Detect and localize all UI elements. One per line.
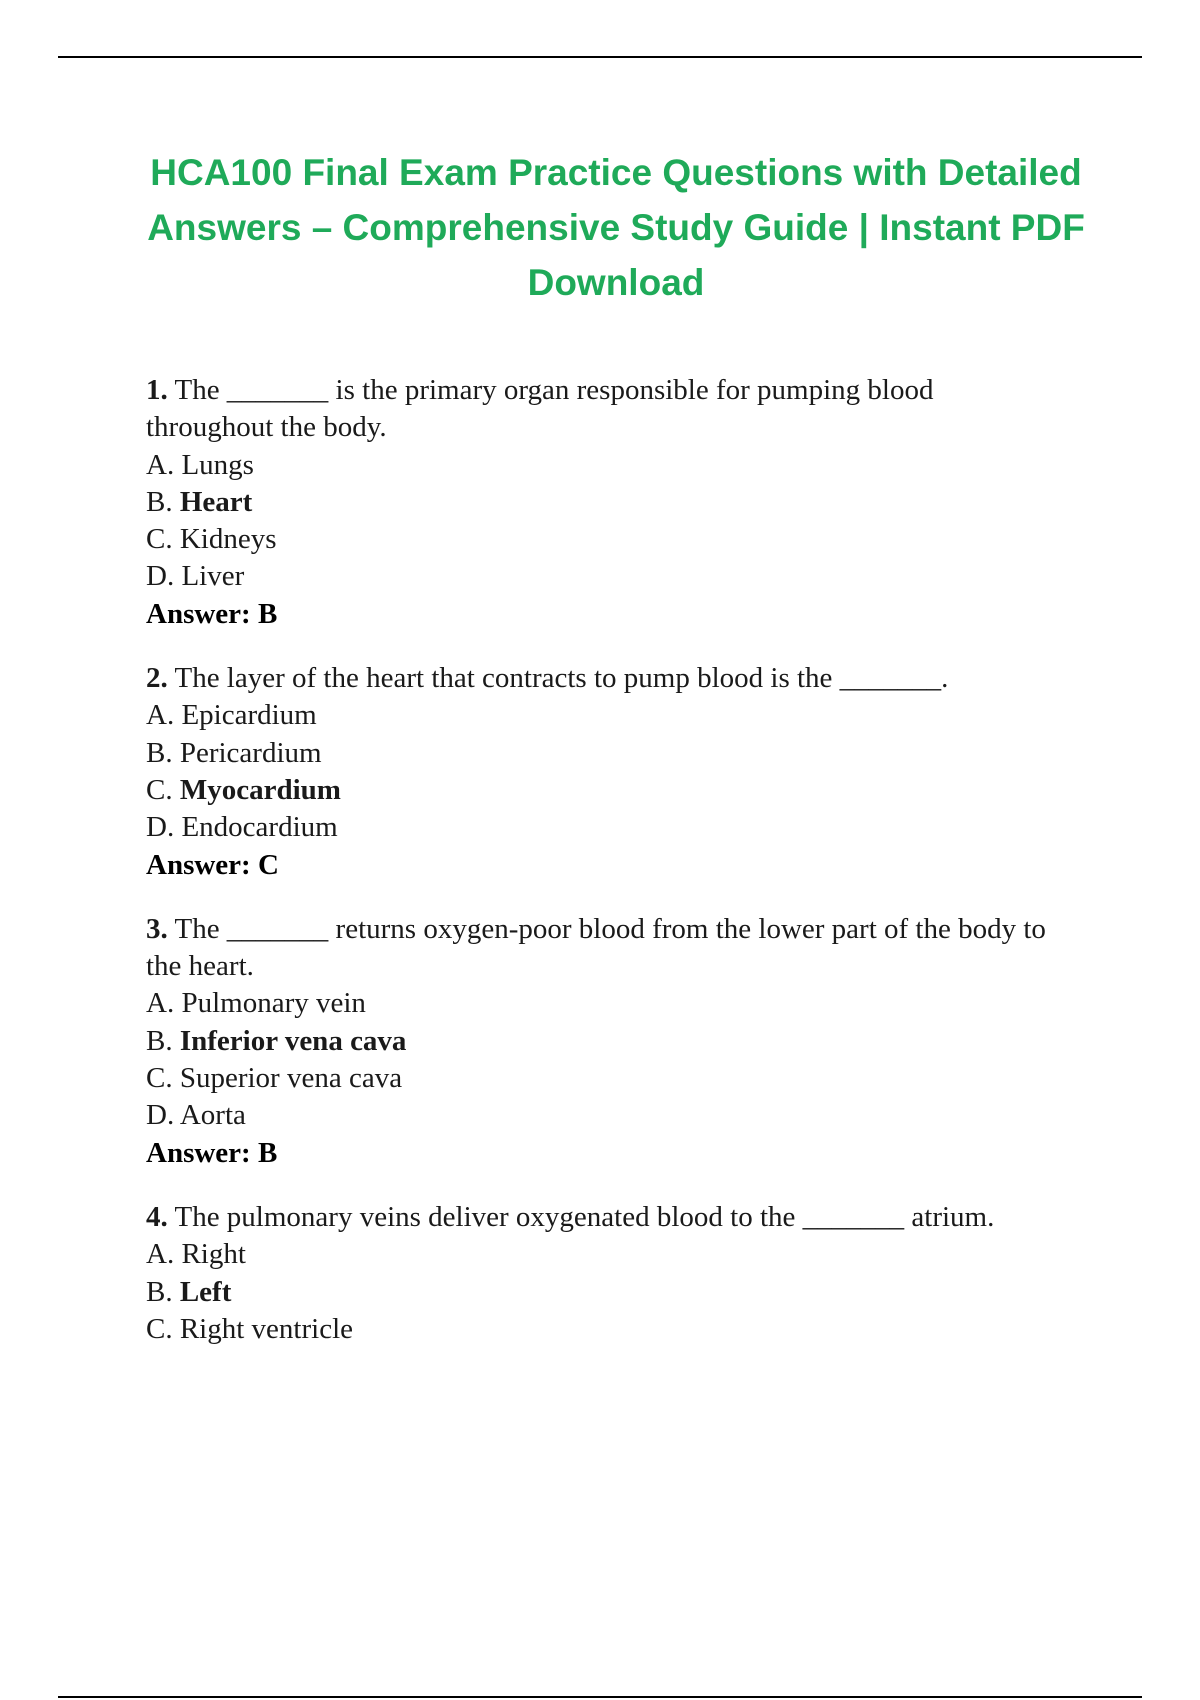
option-b bbox=[146, 735, 1066, 772]
option-text-correct: Myocardium bbox=[179, 773, 341, 806]
option-letter: A. bbox=[146, 1238, 182, 1271]
option-c bbox=[146, 1311, 1066, 1348]
question-4 bbox=[146, 1199, 1066, 1348]
option-text: Right bbox=[181, 1238, 246, 1271]
option-letter: D. bbox=[146, 811, 182, 844]
question-text: The layer of the heart that contracts to pump blood is the _______. bbox=[167, 662, 949, 695]
option-letter: C. bbox=[146, 1312, 180, 1345]
option-text-correct: Inferior vena cava bbox=[179, 1024, 407, 1057]
option-a bbox=[146, 697, 1066, 734]
option-text-correct: Heart bbox=[179, 485, 253, 518]
option-letter: A. bbox=[146, 448, 182, 481]
option-letter: D. bbox=[146, 560, 182, 593]
option-text: Aorta bbox=[179, 1099, 246, 1132]
question-stem bbox=[146, 1199, 1066, 1236]
question-number: 3. bbox=[146, 912, 168, 945]
option-letter: B. bbox=[146, 736, 180, 769]
question-text: The _______ returns oxygen-poor blood from the lower part of the body to the heart. bbox=[146, 912, 1046, 983]
top-rule bbox=[58, 56, 1142, 58]
answer-line: Answer: C bbox=[146, 848, 279, 881]
document-title: HCA100 Final Exam Practice Questions with Detailed Answers – Comprehensive Study Guide | Instant PDF Download bbox=[147, 152, 1085, 303]
option-c bbox=[146, 1060, 1066, 1097]
question-text: The _______ is the primary organ responsible for pumping blood throughout the body. bbox=[146, 374, 934, 444]
answer-line: Answer: B bbox=[146, 597, 278, 630]
option-c bbox=[146, 521, 1066, 558]
option-d bbox=[146, 558, 1066, 595]
option-b bbox=[146, 484, 1066, 521]
question-list bbox=[146, 372, 1066, 1375]
question-2 bbox=[146, 660, 1066, 884]
option-text: Liver bbox=[181, 560, 245, 593]
question-text: The pulmonary veins deliver oxygenated blood to the _______ atrium. bbox=[167, 1200, 995, 1233]
option-text: Kidneys bbox=[179, 523, 277, 556]
option-letter: A. bbox=[146, 987, 182, 1020]
question-stem bbox=[146, 660, 1066, 697]
option-a bbox=[146, 985, 1066, 1022]
option-letter: C. bbox=[146, 523, 180, 556]
question-stem bbox=[146, 911, 1066, 986]
option-a bbox=[146, 1236, 1066, 1273]
option-letter: C. bbox=[146, 773, 180, 806]
question-3 bbox=[146, 911, 1066, 1172]
answer-line: Answer: B bbox=[146, 1136, 278, 1169]
question-1 bbox=[146, 372, 1066, 633]
option-text: Lungs bbox=[181, 448, 254, 481]
option-letter: B. bbox=[146, 1275, 180, 1308]
option-b bbox=[146, 1274, 1066, 1311]
question-stem bbox=[146, 372, 1066, 447]
option-text: Endocardium bbox=[181, 811, 338, 844]
option-d bbox=[146, 1097, 1066, 1134]
option-text: Epicardium bbox=[181, 699, 317, 732]
option-text: Right ventricle bbox=[179, 1312, 353, 1345]
option-d bbox=[146, 809, 1066, 846]
option-c bbox=[146, 772, 1066, 809]
question-number: 1. bbox=[146, 374, 168, 406]
option-text-correct: Left bbox=[179, 1275, 232, 1308]
option-text: Superior vena cava bbox=[179, 1062, 403, 1095]
option-letter: A. bbox=[146, 699, 182, 732]
option-letter: B. bbox=[146, 485, 180, 518]
question-number: 2. bbox=[146, 662, 168, 695]
option-text: Pericardium bbox=[179, 736, 322, 769]
bottom-rule bbox=[58, 1696, 1142, 1698]
option-text: Pulmonary vein bbox=[181, 987, 366, 1020]
option-letter: B. bbox=[146, 1024, 180, 1057]
option-a bbox=[146, 447, 1066, 484]
question-number: 4. bbox=[146, 1200, 168, 1233]
option-letter: D. bbox=[146, 1099, 180, 1132]
option-letter: C. bbox=[146, 1062, 180, 1095]
option-b bbox=[146, 1023, 1066, 1060]
